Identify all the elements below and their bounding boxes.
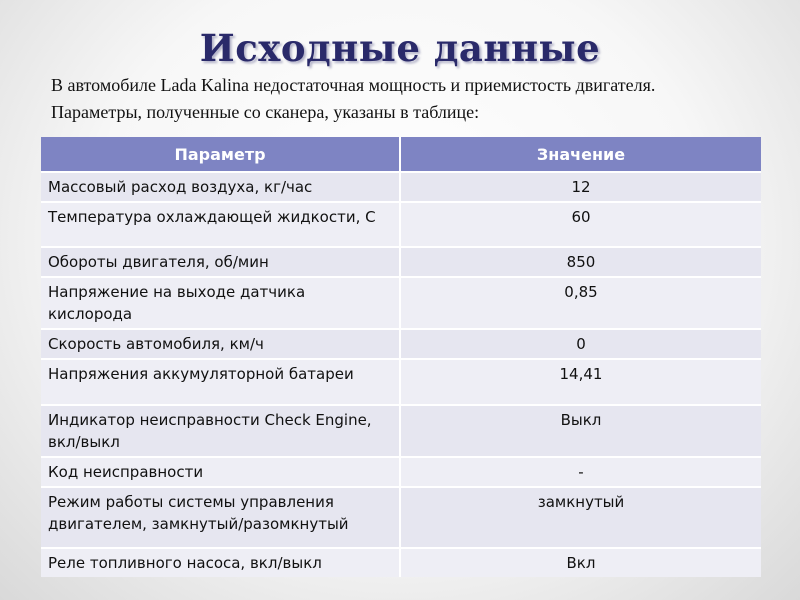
intro-line-2: Параметры, полученные со сканера, указаны в таблице: [51, 102, 480, 122]
param-value: Выкл [401, 404, 761, 456]
param-name: Напряжения аккумуляторной батареи [41, 358, 401, 404]
header-value: Значение [401, 137, 761, 171]
table-header-row [41, 137, 761, 171]
param-value: - [401, 456, 761, 486]
table-row [41, 328, 761, 358]
table-row [41, 246, 761, 276]
header-parameter: Параметр [41, 137, 401, 171]
param-value: 12 [401, 171, 761, 201]
table-row [41, 171, 761, 201]
table-row [41, 358, 761, 404]
intro-text [51, 72, 771, 126]
param-name: Скорость автомобиля, км/ч [41, 328, 401, 358]
param-value: Вкл [401, 547, 761, 577]
param-value: замкнутый [401, 486, 761, 547]
param-value: 850 [401, 246, 761, 276]
table-row [41, 404, 761, 456]
table-row [41, 547, 761, 577]
param-name: Реле топливного насоса, вкл/выкл [41, 547, 401, 577]
param-name: Режим работы системы управления двигателем, замкнутый/разомкнутый [41, 486, 401, 547]
param-name: Температура охлаждающей жидкости, С [41, 201, 401, 246]
table-row [41, 201, 761, 246]
slide-title: Исходные данные [199, 26, 601, 70]
table-row [41, 276, 761, 328]
param-value: 0 [401, 328, 761, 358]
table-row [41, 456, 761, 486]
parameters-table [41, 137, 761, 577]
param-value: 60 [401, 201, 761, 246]
intro-line-1: В автомобиле Lada Kalina недостаточная мощность и приемистость двигателя. [51, 75, 656, 95]
param-value: 14,41 [401, 358, 761, 404]
param-value: 0,85 [401, 276, 761, 328]
param-name: Обороты двигателя, об/мин [41, 246, 401, 276]
param-name: Код неисправности [41, 456, 401, 486]
param-name: Массовый расход воздуха, кг/час [41, 171, 401, 201]
param-name: Индикатор неисправности Check Engine, вкл/выкл [41, 404, 401, 456]
param-name: Напряжение на выходе датчика кислорода [41, 276, 401, 328]
table-row [41, 486, 761, 547]
